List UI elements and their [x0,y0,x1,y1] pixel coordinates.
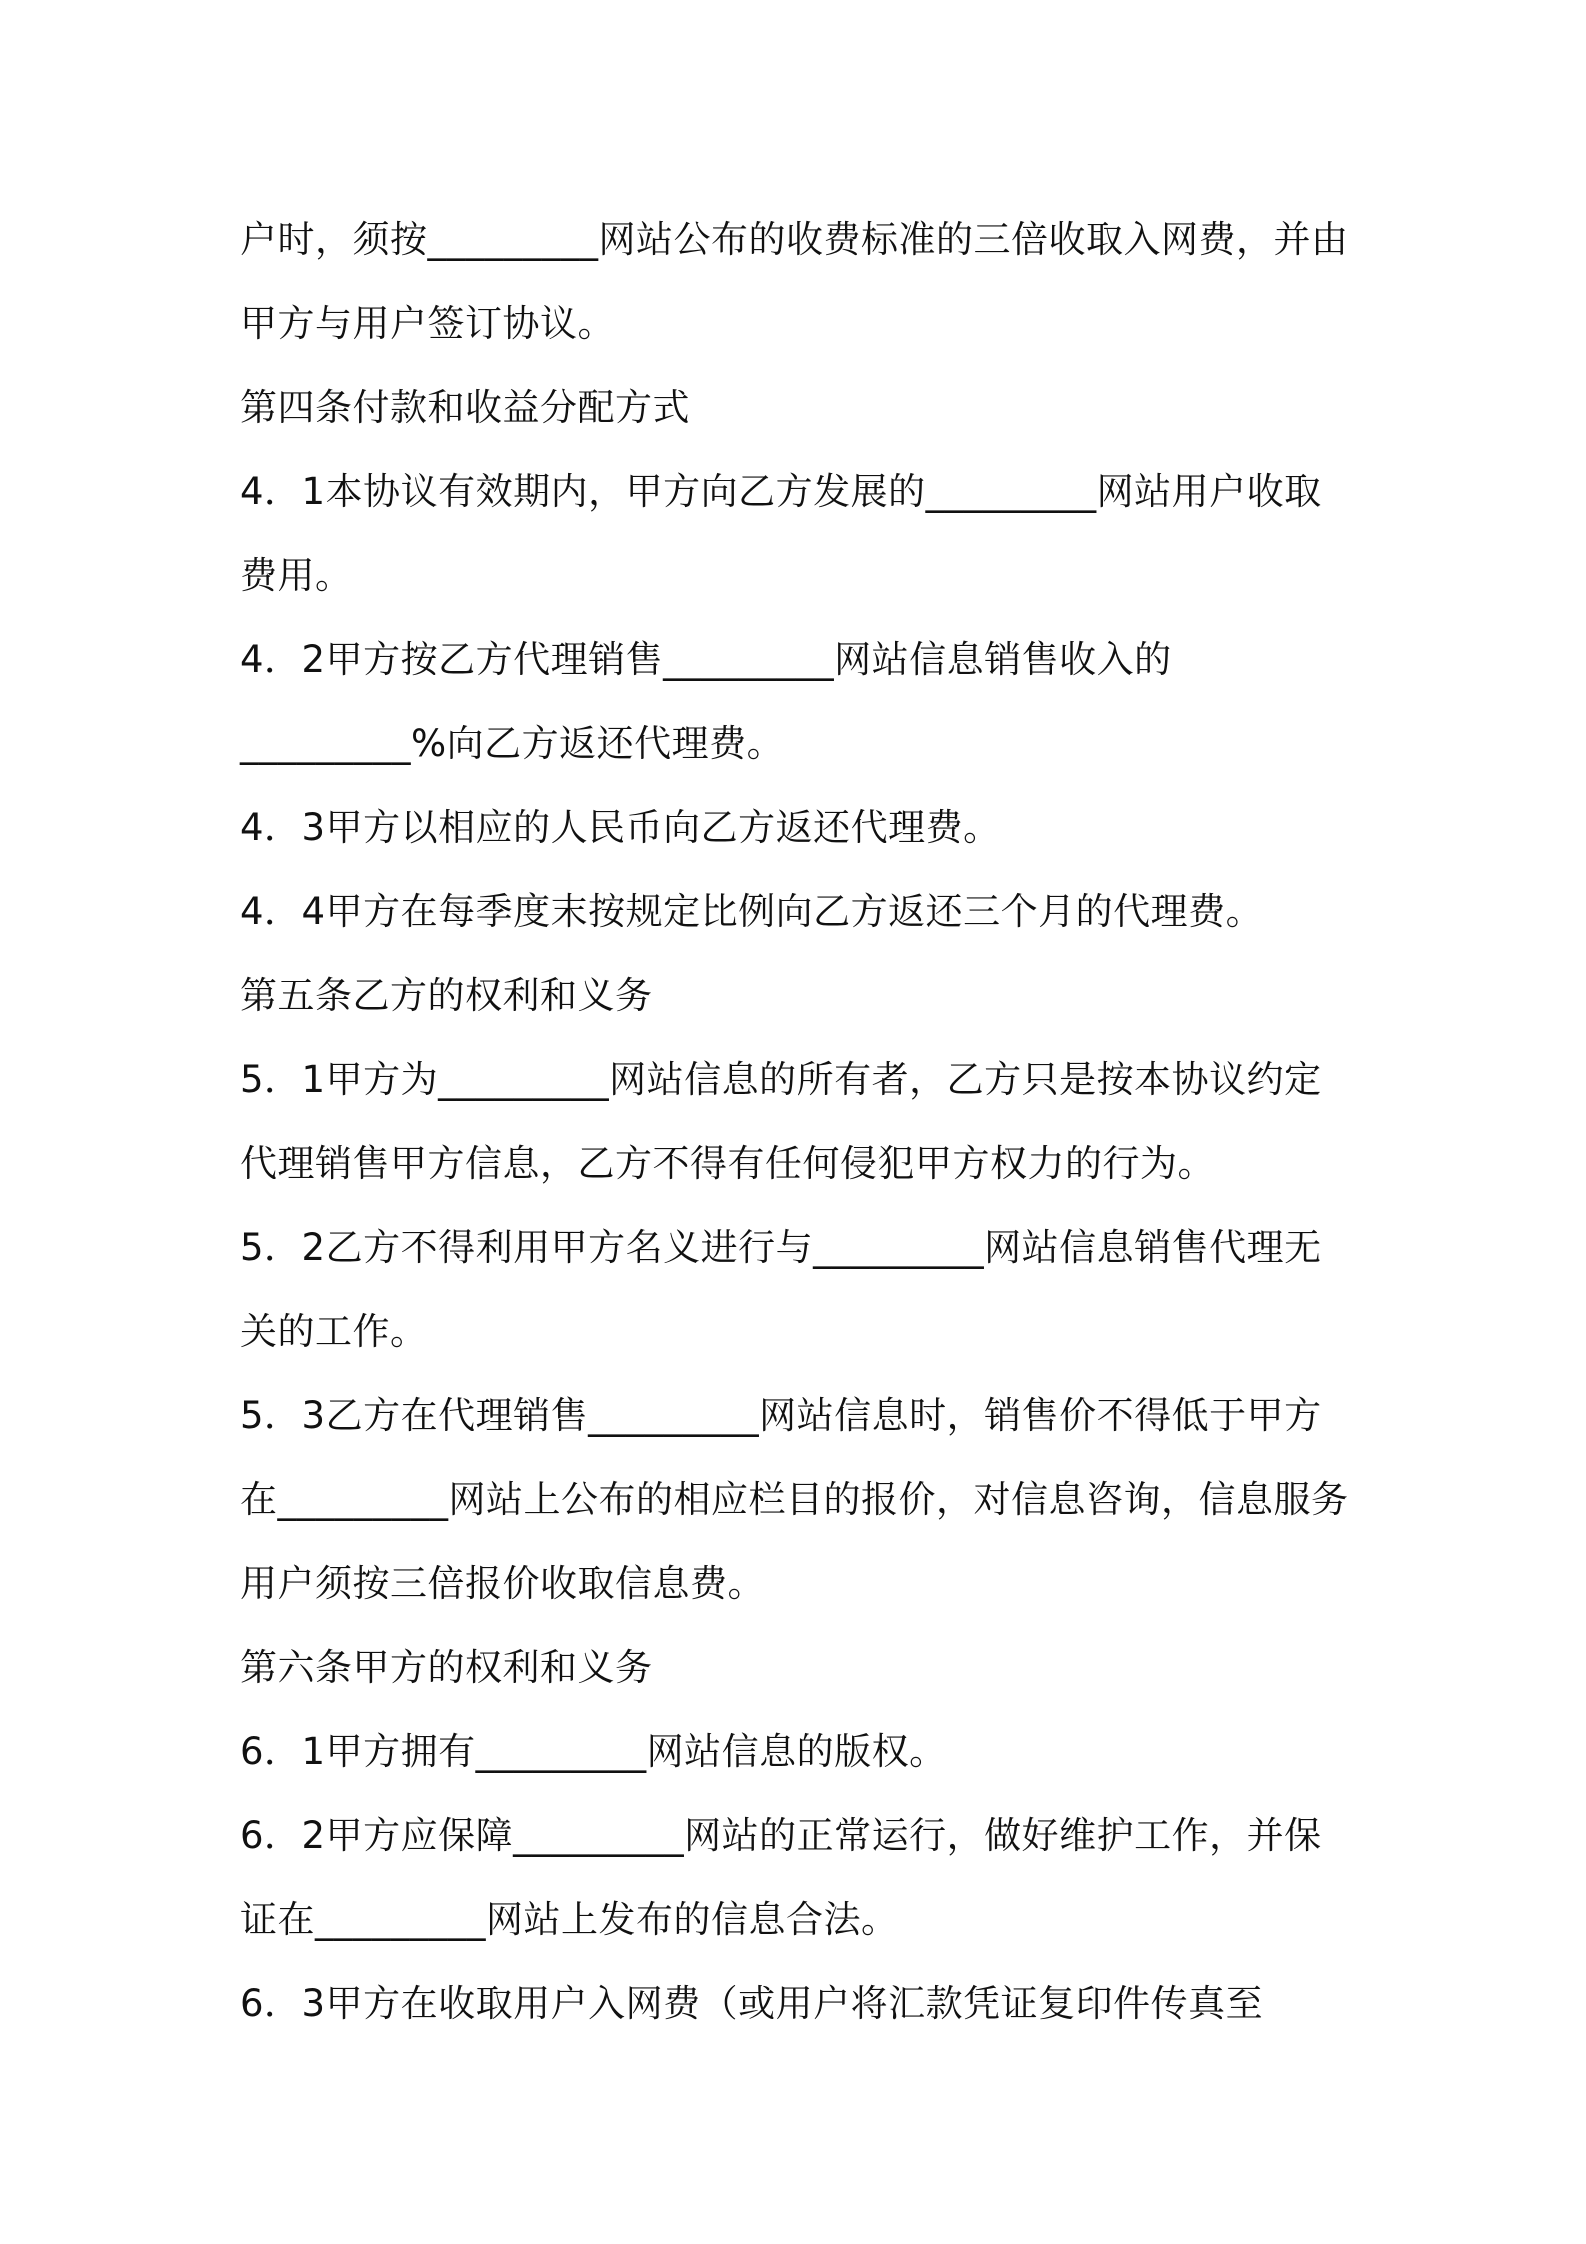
text-line: 5．1甲方为_________网站信息的所有者，乙方只是按本协议约定 [240,1058,1322,1101]
text-line: 4．1本协议有效期内，甲方向乙方发展的_________网站用户收取 [240,470,1322,513]
document-body [240,198,1350,2046]
text-line: 户时，须按_________网站公布的收费标准的三倍收取入网费，并由 [240,218,1349,261]
text-line: 用户须按三倍报价收取信息费。 [240,1562,765,1605]
text-line: 4．2甲方按乙方代理销售_________网站信息销售收入的 [240,638,1172,681]
text-line: 费用。 [240,554,353,597]
section-heading: 第五条乙方的权利和义务 [240,974,653,1017]
text-line: 4．3甲方以相应的人民币向乙方返还代理费。 [240,806,1001,849]
text-line: 5．3乙方在代理销售_________网站信息时，销售价不得低于甲方 [240,1394,1322,1437]
text-line: 关的工作。 [240,1310,428,1353]
text-line: 5．2乙方不得利用甲方名义进行与_________网站信息销售代理无 [240,1226,1322,1269]
text-line: 甲方与用户签订协议。 [240,302,615,345]
text-line: 6．2甲方应保障_________网站的正常运行，做好维护工作，并保 [240,1814,1322,1857]
text-line: 证在_________网站上发布的信息合法。 [240,1898,899,1941]
section-heading: 第四条付款和收益分配方式 [240,386,690,429]
text-line: 代理销售甲方信息，乙方不得有任何侵犯甲方权力的行为。 [240,1142,1215,1185]
text-line: 4．4甲方在每季度末按规定比例向乙方返还三个月的代理费。 [240,890,1264,933]
section-heading: 第六条甲方的权利和义务 [240,1646,653,1689]
text-line: 在_________网站上公布的相应栏目的报价，对信息咨询，信息服务 [240,1478,1349,1521]
text-line: 6．3甲方在收取用户入网费（或用户将汇款凭证复印件传真至 [240,1982,1264,2025]
text-line: 6．1甲方拥有_________网站信息的版权。 [240,1730,947,1773]
text-line: _________%向乙方返还代理费。 [240,722,785,765]
